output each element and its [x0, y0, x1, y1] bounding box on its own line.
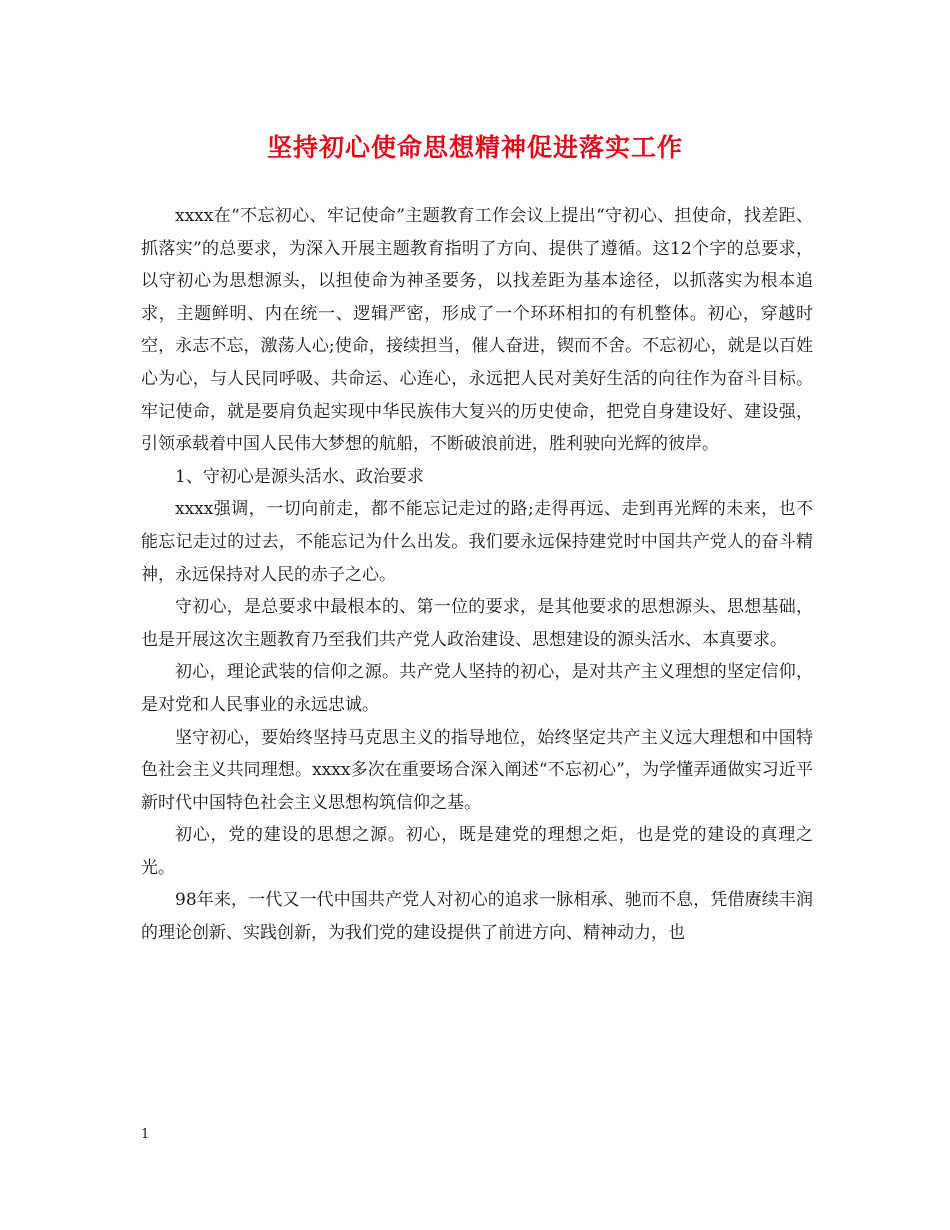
paragraph: xxxx在“不忘初心、牢记使命”主题教育工作会议上提出“守初心、担使命，找差距、抓落实”的总要求，为深入开展主题教育指明了方向、提供了遵循。这12个字的总要求，以守初心为思想源头，以担使命为神圣要务，以找差距为基本途径，以抓落实为根本追求，主题鲜明、内在统一、逻辑严密，形成了一个环环相扣的有机整体。初心，穿越时空，永志不忘，激荡人心;使命，接续担当，催人奋进，锲而不舍。不忘初心，就是以百姓心为心，与人民同呼吸、共命运、心连心，永远把人民对美好生活的向往作为奋斗目标。牢记使命，就是要肩负起实现中华民族伟大复兴的历史使命，把党自身建设好、建设强，引领承载着中国人民伟大梦想的航船，不断破浪前进，胜利驶向光辉的彼岸。 — [141, 206, 813, 455]
document-body — [141, 200, 813, 950]
paragraph: 初心，党的建设的思想之源。初心，既是建党的理想之炬，也是党的建设的真理之光。 — [141, 825, 813, 878]
paragraph: xxxx强调，一切向前走，都不能忘记走过的路;走得再远、走到再光辉的未来，也不能忘记走过的过去，不能忘记为什么出发。我们要永远保持建党时中国共产党人的奋斗精神，永远保持对人民的赤子之心。 — [141, 499, 813, 585]
paragraph: 坚守初心，要始终坚持马克思主义的指导地位，始终坚定共产主义远大理想和中国特色社会主义共同理想。xxxx多次在重要场合深入阐述“不忘初心”，为学懂弄通做实习近平新时代中国特色社会主义思想构筑信仰之基。 — [141, 727, 813, 813]
section-heading: 1、守初心是源头活水、政治要求 — [175, 466, 424, 487]
paragraph: 初心，理论武装的信仰之源。共产党人坚持的初心，是对共产主义理想的坚定信仰，是对党和人民事业的永远忠诚。 — [141, 662, 813, 715]
document-title: 坚持初心使命思想精神促进落实工作 — [266, 133, 683, 162]
page-number: 1 — [141, 1127, 150, 1142]
paragraph: 守初心，是总要求中最根本的、第一位的要求，是其他要求的思想源头、思想基础，也是开展这次主题教育乃至我们共产党人政治建设、思想建设的源头活水、本真要求。 — [141, 597, 813, 650]
paragraph: 98年来，一代又一代中国共产党人对初心的追求一脉相承、驰而不息，凭借赓续丰润的理论创新、实践创新，为我们党的建设提供了前进方向、精神动力，也 — [141, 890, 813, 944]
